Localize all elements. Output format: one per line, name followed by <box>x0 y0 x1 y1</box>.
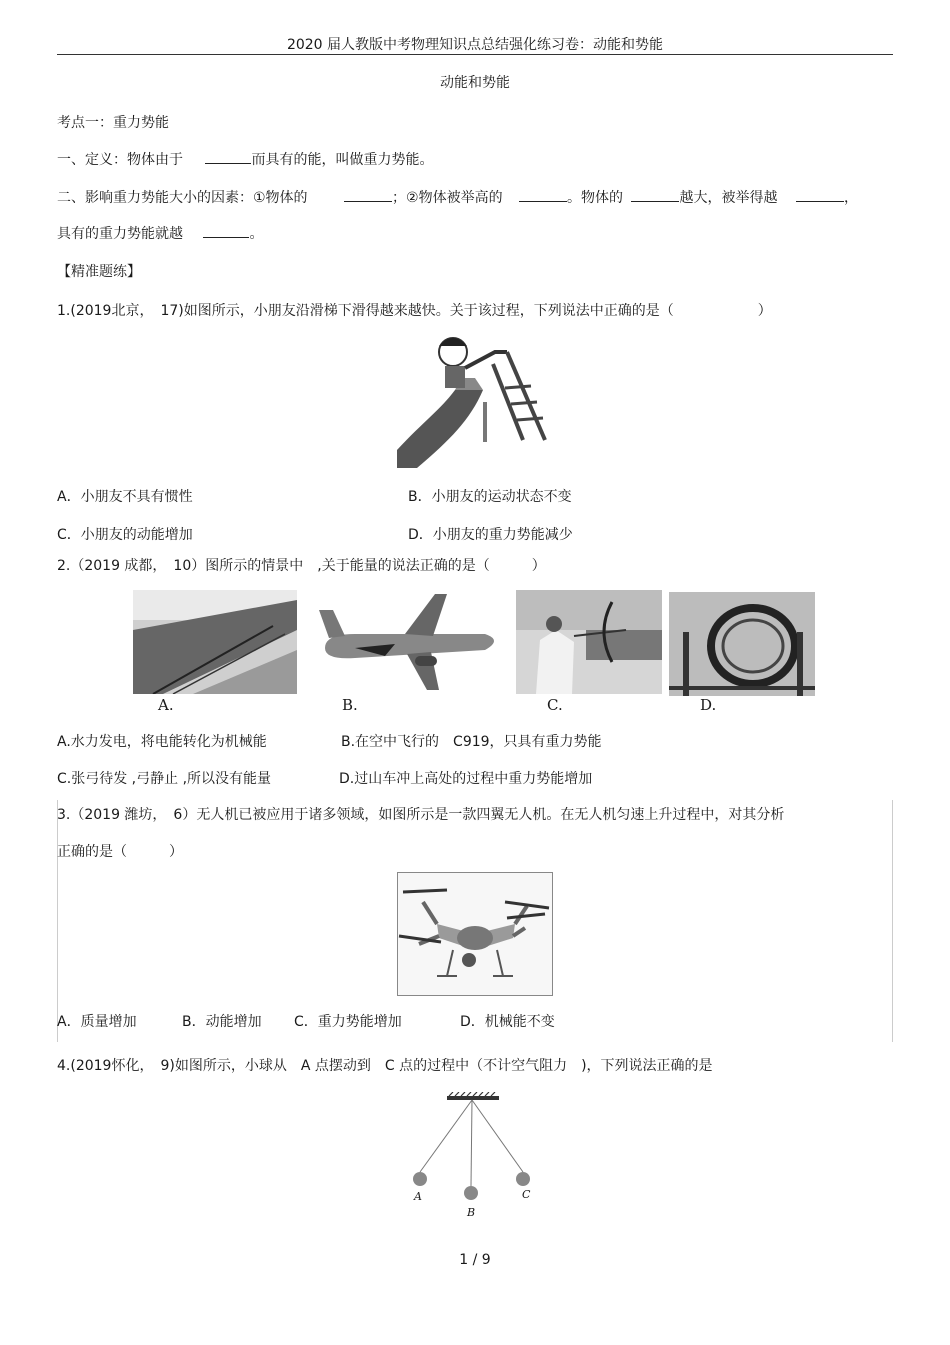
factors-line: 二、影响重力势能大小的因素：①物体的 ；②物体被举高的 。物体的 越大，被举得越 ， <box>57 187 858 207</box>
q1-option-b[interactable]: B．小朋友的运动状态不变 <box>408 489 572 505</box>
q2-img-label-c: C. <box>547 696 563 714</box>
page-number: 1 / 9 <box>459 1252 491 1268</box>
q2-option-a[interactable]: A.水力发电，将电能转化为机械能 <box>57 734 267 750</box>
slide-image <box>395 330 555 470</box>
answer-blank[interactable] <box>205 149 251 164</box>
q3-stem-line-2: 正确的是（ ） <box>57 844 183 860</box>
answer-blank[interactable] <box>519 187 567 202</box>
q3-option-d[interactable]: D．机械能不变 <box>460 1014 555 1030</box>
archer-image <box>516 590 662 694</box>
q2-img-label-d: D. <box>700 696 717 714</box>
doc-title: 动能和势能 <box>440 75 510 91</box>
margin-rule-right <box>892 800 893 1042</box>
answer-blank[interactable] <box>796 187 844 202</box>
q2-stem: 2.（2019 成都， 10）图所示的情景中 ,关于能量的说法正确的是（ ） <box>57 558 546 574</box>
pendulum-label-a: A <box>414 1190 422 1203</box>
header-title: 2020 届人教版中考物理知识点总结强化练习卷：动能和势能 <box>286 37 664 53</box>
kaodian-heading: 考点一：重力势能 <box>57 115 169 131</box>
pendulum-figure <box>405 1092 540 1224</box>
q4-stem: 4.(2019怀化， 9)如图所示，小球从 A 点摆动到 C 点的过程中（不计空气阻力 )，下列说法正确的是 <box>57 1058 713 1074</box>
pendulum-label-c: C <box>522 1188 531 1201</box>
dam-image <box>133 590 297 694</box>
q1-option-d[interactable]: D．小朋友的重力势能减少 <box>408 527 573 543</box>
q2-option-b[interactable]: B.在空中飞行的 C919，只具有重力势能 <box>341 734 602 750</box>
margin-rule-left <box>57 800 58 1042</box>
q3-stem-line-1: 3.（2019 潍坊， 6）无人机已被应用于诸多领域，如图所示是一款四翼无人机。在无人机匀速上升过程中，对其分析 <box>57 807 785 823</box>
factors-line-2: 具有的重力势能就越 。 <box>57 223 263 243</box>
roller-coaster-image <box>669 592 815 696</box>
q2-option-d[interactable]: D.过山车冲上高处的过程中重力势能增加 <box>339 771 593 787</box>
answer-blank[interactable] <box>631 187 679 202</box>
answer-blank[interactable] <box>344 187 392 202</box>
q2-img-label-b: B. <box>342 696 358 714</box>
q2-option-c[interactable]: C.张弓待发 ,弓静止 ,所以没有能量 <box>57 771 272 787</box>
q2-img-label-a: A. <box>158 696 174 714</box>
q1-option-a[interactable]: A．小朋友不具有惯性 <box>57 489 193 505</box>
header-rule <box>57 54 893 55</box>
practice-heading: 【精准题练】 <box>57 264 141 280</box>
pendulum-label-b: B <box>467 1206 476 1219</box>
answer-blank[interactable] <box>203 223 249 238</box>
q1-option-c[interactable]: C．小朋友的动能增加 <box>57 527 193 543</box>
q3-option-a[interactable]: A．质量增加 <box>57 1014 137 1030</box>
q3-option-c[interactable]: C．重力势能增加 <box>294 1014 402 1030</box>
q3-option-b[interactable]: B．动能增加 <box>182 1014 262 1030</box>
airplane-image <box>315 590 505 694</box>
q1-stem: 1.(2019北京， 17)如图所示，小朋友沿滑梯下滑得越来越快。关于该过程，下列说法中正确的是（ ） <box>57 303 772 319</box>
drone-image <box>397 872 553 996</box>
definition-line: 一、定义：物体由于 而具有的能，叫做重力势能。 <box>57 149 433 169</box>
